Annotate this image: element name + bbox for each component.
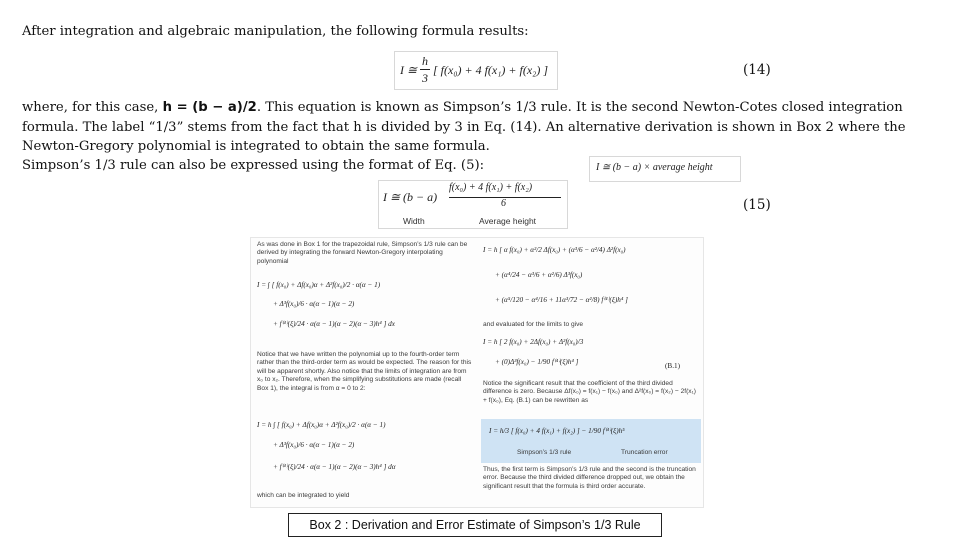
box2-left-eq2-c: + f⁽⁴⁾(ξ)/24 · α(α − 1)(α − 2)(α − 3)h⁴ ] dα bbox=[273, 463, 396, 471]
paragraph-line-1 bbox=[22, 99, 903, 116]
box2-left-eq2-b: + Δ³f(x₀)/6 · α(α − 1)(α − 2) bbox=[273, 441, 355, 449]
eq14-frac-num: h bbox=[422, 54, 428, 68]
paragraph-line-1-pre: where, for this case, bbox=[22, 100, 159, 115]
equation-15-number: (15) bbox=[743, 197, 771, 213]
box-2-caption: Box 2 : Derivation and Error Estimate of Simpson’s 1/3 Rule bbox=[288, 513, 662, 537]
box2-right-paragraph-3: Thus, the first term is Simpson’s 1/3 rule and the second is the truncation error. Because the third divided difference dropped out, we obtain the significant result that the formula is third order accurate. bbox=[483, 466, 696, 490]
box2-right-eq2-b: + (0)Δ³f(x₀) − 1/90 f⁽⁴⁾(ξ)h⁴ ] bbox=[495, 358, 579, 366]
eq5-text: I ≅ (b − a) × average height bbox=[596, 162, 713, 173]
box2-right-eq1-a: I = h [ α f(x₀) + α²/2 Δf(x₀) + (α³/6 − α²/4) Δ²f(x₀) bbox=[483, 246, 626, 254]
eq14-body: [ f(x₀) + 4 f(x₁) + f(x₂) ] bbox=[433, 63, 549, 77]
box2-left-eq1-c: + f⁽⁴⁾(ξ)/24 · α(α − 1)(α − 2)(α − 3)h⁴ ] dx bbox=[273, 320, 395, 328]
box2-right-paragraph-2: Notice the significant result that the coefficient of the third divided difference is zero. Because Δf(x₀) = f(x₁) − f(x₀) and Δ²f(x₀) = f(x₂) − 2f(x₁) + f(x₀), Eq. (B.1) can be rewritten as bbox=[483, 380, 696, 404]
box2-left-paragraph-2: Notice that we have written the polynomial up to the fourth-order term rather than the third-order term as would be expected. The reason for this will be apparent shortly. Also notice that the limits of integration are from x₀ to x₂. Therefore, when the simplifying substitutions are made (recall Box 1), the integral is from α = 0 to 2: bbox=[257, 351, 472, 392]
eq15-denominator: 6 bbox=[501, 198, 506, 209]
box2-left-eq2-a: I = h ∫ [ f(x₀) + Δf(x₀)α + Δ²f(x₀)/2 · α(α − 1) bbox=[257, 421, 386, 429]
box2-right-eq1-b: + (α⁴/24 − α³/6 + α²/6) Δ³f(x₀) bbox=[495, 271, 583, 279]
box2-highlight-truncation-label: Truncation error bbox=[621, 449, 668, 456]
eq15-width-label: Width bbox=[403, 216, 425, 226]
eq14-frac-den: 3 bbox=[422, 71, 428, 85]
paragraph-line-4: Simpson’s 1/3 rule can also be expressed using the format of Eq. (5): bbox=[22, 158, 485, 173]
paragraph-line-3: Newton-Gregory polynomial is integrated to obtain the same formula. bbox=[22, 139, 490, 154]
eq15-numerator: f(x₀) + 4 f(x₁) + f(x₂) bbox=[449, 182, 533, 193]
box2-left-paragraph-1: As was done in Box 1 for the trapezoidal rule, Simpson’s 1/3 rule can be derived by integrating the forward Newton-Gregory interpolating polynomial bbox=[257, 241, 468, 265]
eq15-average-height-label: Average height bbox=[479, 216, 537, 226]
box2-left-eq1-b: + Δ³f(x₀)/6 · α(α − 1)(α − 2) bbox=[273, 300, 355, 308]
box2-highlight-simpson-label: Simpson’s 1/3 rule bbox=[517, 449, 572, 456]
h-definition-math: h = (b − a)/2 bbox=[162, 100, 257, 115]
eq15-lhs: I ≅ (b − a) bbox=[383, 190, 438, 204]
eq14-lhs: I ≅ bbox=[400, 63, 418, 77]
intro-text: After integration and algebraic manipulation, the following formula results: bbox=[22, 24, 529, 39]
equation-15-image bbox=[378, 180, 568, 229]
paragraph-line-2: formula. The label “1/3” stems from the fact that h is divided by 3 in Eq. (14). An alternative derivation is shown in Box 2 where the bbox=[22, 120, 906, 135]
box2-highlight-equation: I = h/3 [ f(x₀) + 4 f(x₁) + f(x₂) ] − 1/90 f⁽⁴⁾(ξ)h⁵ bbox=[489, 427, 625, 435]
eq5-format-image bbox=[589, 156, 741, 182]
box-2-figure bbox=[250, 237, 704, 508]
paragraph-line-1-post: . This equation is known as Simpson’s 1/3 rule. It is the second Newton-Cotes closed integration bbox=[256, 100, 903, 115]
eq14-frac-bar bbox=[420, 69, 430, 70]
box2-right-eq2-a: I = h [ 2 f(x₀) + 2Δf(x₀) + Δ²f(x₀)/3 bbox=[483, 338, 584, 346]
box2-left-paragraph-3: which can be integrated to yield bbox=[257, 492, 350, 499]
box2-right-paragraph-1: and evaluated for the limits to give bbox=[483, 321, 584, 328]
box2-right-eq2-tag: (B.1) bbox=[665, 362, 680, 370]
equation-14-number: (14) bbox=[743, 62, 771, 78]
equation-14-image bbox=[394, 51, 558, 90]
box2-highlight-panel bbox=[481, 419, 701, 463]
box2-left-eq1-a: I = ∫ [ f(x₀) + Δf(x₀)α + Δ²f(x₀)/2 · α(α − 1) bbox=[257, 281, 381, 289]
box2-right-eq1-c: + (α⁵/120 − α⁴/16 + 11α³/72 − α²/8) f⁽⁴⁾(ξ)h⁴ ] bbox=[495, 296, 628, 304]
